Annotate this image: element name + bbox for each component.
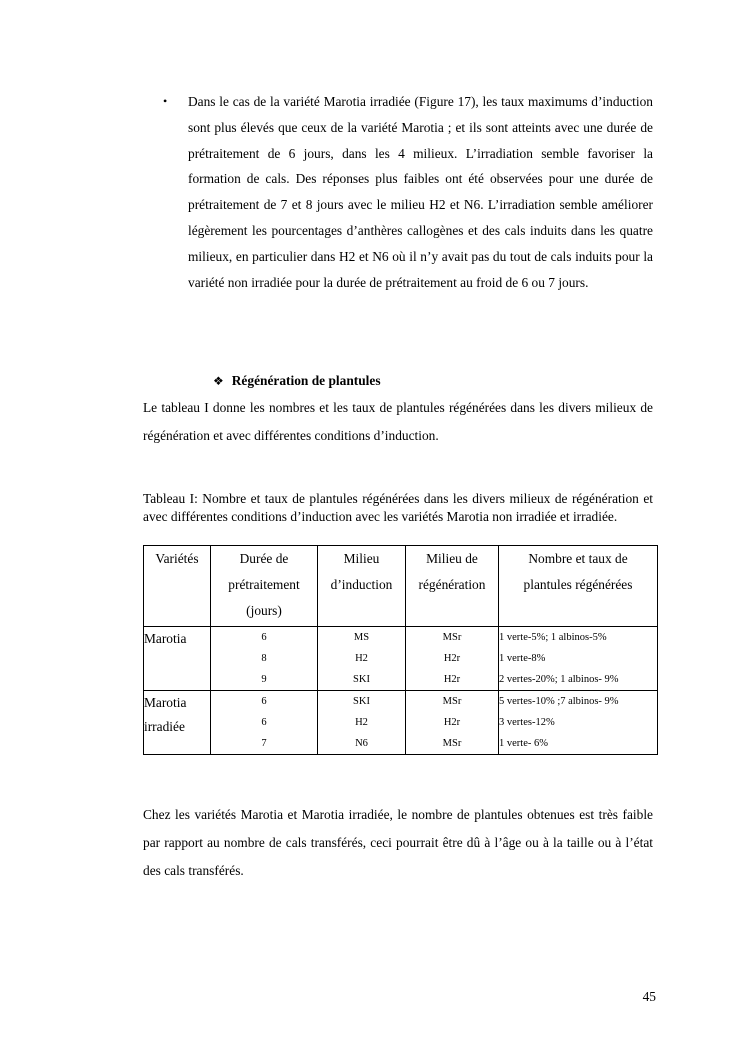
bullet-symbol: • xyxy=(163,94,168,108)
bullet-paragraph: Dans le cas de la variété Marotia irradiée (Figure 17), les taux maximums d’induction sont plus élevés que ceux de la variété Marotia ; et ils sont atteints avec une durée de prétraitement de 6 jours, dans les 4 milieux. L’irradiation semble favoriser la formation de cals. Des réponses plus faibles ont été observées pour une durée de prétraitement de 7 et 8 jours avec le milieu H2 et N6. L’irradiation semble améliorer légèrement les pourcentages d’anthères callogènes et des cals induits dans les quatre milieux, en particulier dans H2 et N6 où il n’y avait pas du tout de cals induits pour la variété non irradiée pour la durée de prétraitement au froid de 6 ou 7 jours. xyxy=(188,94,653,290)
table-header-row xyxy=(144,546,658,627)
table-caption: Tableau I: Nombre et taux de plantules régénérées dans les divers milieux de régénération et avec différentes conditions d’induction avec les variétés Marotia non irradiée et irradiée. xyxy=(143,491,653,524)
variety-cell: Marotia irradiée xyxy=(144,691,211,755)
diamond-bullet-icon: ❖ xyxy=(213,374,224,388)
page-number: 45 xyxy=(642,989,656,1004)
header-milieu-regeneration: Milieu de régénération xyxy=(406,546,499,627)
table-row xyxy=(144,627,658,691)
induction-cell: SKI H2 N6 xyxy=(318,691,406,755)
section-heading xyxy=(213,368,381,394)
result-cell: 5 vertes-10% ;7 albinos- 9% 3 vertes-12% 1 verte- 6% xyxy=(499,691,658,755)
bullet-item xyxy=(163,89,653,295)
duree-cell: 6 6 7 xyxy=(211,691,318,755)
conclusion-paragraph: Chez les variétés Marotia et Marotia irradiée, le nombre de plantules obtenues est très faible par rapport au nombre de cals transférés, ceci pourrait être dû à l’âge ou à la taille ou à l’état des cals transférés. xyxy=(143,807,653,878)
header-milieu-induction: Milieu d’induction xyxy=(318,546,406,627)
intro-paragraph: Le tableau I donne les nombres et les taux de plantules régénérées dans les divers milieux de régénération et avec différentes conditions d’induction. xyxy=(143,400,653,443)
variety-cell: Marotia xyxy=(144,627,211,691)
section-title: Régénération de plantules xyxy=(231,373,381,388)
results-table xyxy=(143,545,658,755)
header-duree: Durée de prétraitement (jours) xyxy=(211,546,318,627)
regeneration-cell: MSr H2r MSr xyxy=(406,691,499,755)
regeneration-cell: MSr H2r H2r xyxy=(406,627,499,691)
header-varietes: Variétés xyxy=(144,546,211,627)
table-row xyxy=(144,691,658,755)
induction-cell: MS H2 SKI xyxy=(318,627,406,691)
duree-cell: 6 8 9 xyxy=(211,627,318,691)
header-nombre-taux: Nombre et taux de plantules régénérées xyxy=(499,546,658,627)
result-cell: 1 verte-5%; 1 albinos-5% 1 verte-8% 2 vertes-20%; 1 albinos- 9% xyxy=(499,627,658,691)
